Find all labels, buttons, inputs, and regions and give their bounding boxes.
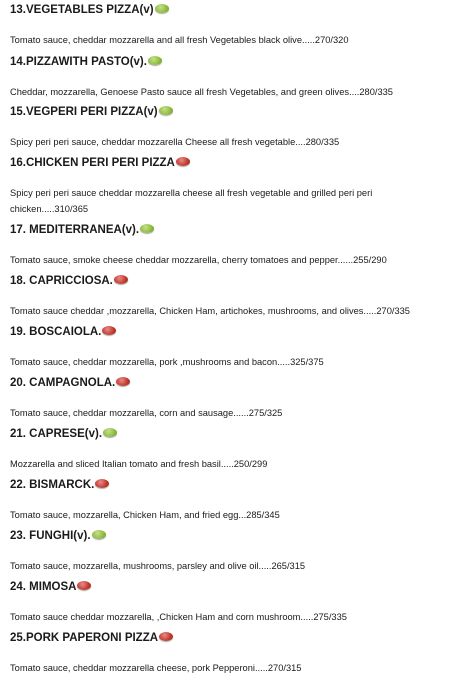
non-veg-dot-icon — [77, 581, 91, 590]
item-title: 16.CHICKEN PERI PERI PIZZA — [10, 155, 446, 171]
veg-dot-icon — [103, 428, 117, 437]
item-title: 20. CAMPAGNOLA. — [10, 375, 446, 391]
item-title: 18. CAPRICCIOSA. — [10, 273, 446, 289]
item-description: Tomato sauce cheddar mozzarella, ,Chicken Ham and corn mushroom.....275/335 — [10, 612, 347, 622]
item-description: Tomato sauce cheddar ,mozzarella, Chicken Ham, artichokes, mushrooms, and olives.....270/335 — [10, 306, 410, 316]
item-description: Spicy peri peri sauce cheddar mozzarella cheese all fresh vegetable and grilled peri peri chicken.....310/365 — [10, 188, 373, 214]
item-title: 25.PORK PAPERONI PIZZA — [10, 630, 446, 646]
menu-item — [10, 579, 446, 625]
non-veg-dot-icon — [114, 275, 128, 284]
menu-item — [10, 375, 446, 421]
non-veg-dot-icon — [159, 632, 173, 641]
item-description: Tomato sauce, cheddar mozzarella cheese, pork Pepperoni.....270/315 — [10, 663, 302, 673]
veg-dot-icon — [148, 56, 162, 65]
item-title: 13.VEGETABLES PIZZA(v) — [10, 2, 446, 18]
item-title: 19. BOSCAIOLA. — [10, 324, 446, 340]
item-description: Mozzarella and sliced Italian tomato and fresh basil.....250/299 — [10, 459, 268, 469]
menu-item — [10, 630, 446, 676]
item-title: 21. CAPRESE(v). — [10, 426, 446, 442]
non-veg-dot-icon — [95, 479, 109, 488]
menu-item — [10, 155, 446, 217]
non-veg-dot-icon — [102, 326, 116, 335]
veg-dot-icon — [92, 530, 106, 539]
menu-item — [10, 222, 446, 268]
item-description: Tomato sauce, mozzarella, Chicken Ham, and fried egg...285/345 — [10, 510, 280, 520]
item-title: 22. BISMARCK. — [10, 477, 446, 493]
item-description: Tomato sauce, smoke cheese cheddar mozzarella, cherry tomatoes and pepper......255/290 — [10, 255, 387, 265]
veg-dot-icon — [140, 224, 154, 233]
menu-item — [10, 273, 446, 319]
menu-item — [10, 477, 446, 523]
non-veg-dot-icon — [116, 377, 130, 386]
item-description: Tomato sauce, cheddar mozzarella, corn and sausage......275/325 — [10, 408, 283, 418]
item-title: 14.PIZZAWITH PASTO(v). — [10, 54, 446, 70]
item-description: Tomato sauce, cheddar mozzarella, pork ,mushrooms and bacon.....325/375 — [10, 357, 324, 367]
item-title: 23. FUNGHI(v). — [10, 528, 446, 544]
menu-item — [10, 426, 446, 472]
menu-item — [10, 104, 446, 150]
item-description: Tomato sauce, mozzarella, mushrooms, parsley and olive oil.....265/315 — [10, 561, 306, 571]
menu-item — [10, 54, 446, 100]
veg-dot-icon — [155, 4, 169, 13]
menu-item — [10, 324, 446, 370]
item-title: 15.VEGPERI PERI PIZZA(v) — [10, 104, 446, 120]
item-description: Tomato sauce, cheddar mozzarella and all fresh Vegetables black olive.....270/320 — [10, 35, 349, 45]
menu-item — [10, 528, 446, 574]
non-veg-dot-icon — [176, 157, 190, 166]
item-description: Spicy peri peri sauce, cheddar mozzarella Cheese all fresh vegetable....280/335 — [10, 137, 340, 147]
item-title: 17. MEDITERRANEA(v). — [10, 222, 446, 238]
item-description: Cheddar, mozzarella, Genoese Pasto sauce all fresh Vegetables, and green olives....280/335 — [10, 87, 393, 97]
menu-item — [10, 2, 446, 48]
item-title: 24. MIMOSA — [10, 579, 446, 595]
veg-dot-icon — [159, 106, 173, 115]
